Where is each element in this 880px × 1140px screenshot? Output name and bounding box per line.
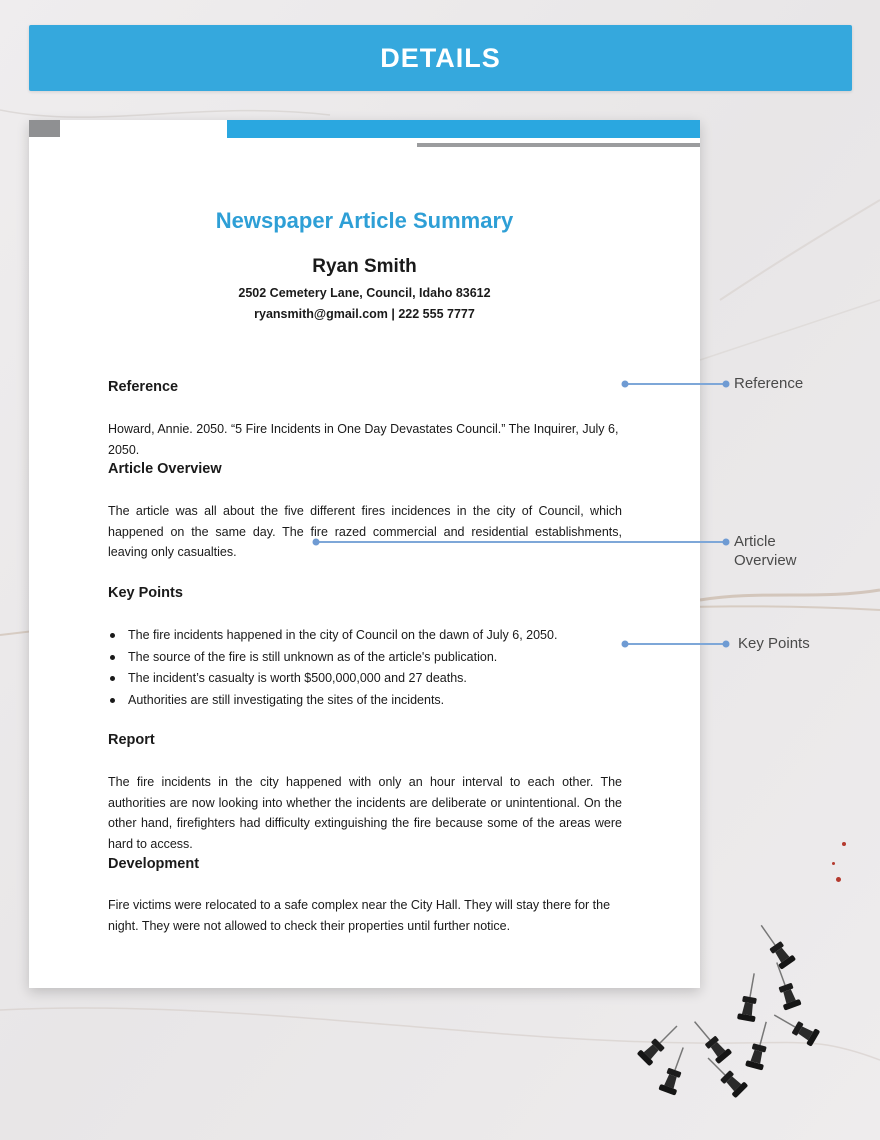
- overview-heading: Article Overview: [108, 461, 222, 477]
- list-item: The incident’s casualty is worth $500,000,000 and 27 deaths.: [108, 668, 622, 690]
- report-text: The fire incidents in the city happened with only an hour interval to each other. The authorities are now looking into whether the incidents are deliberate or unintentional. On the other hand, firefighters had difficulty extinguishing the fire because some of the areas were hard to access.: [108, 775, 622, 851]
- author-contact: ryansmith@gmail.com | 222 555 7777: [254, 307, 475, 321]
- reference-text: Howard, Annie. 2050. “5 Fire Incidents in One Day Devastates Council.” The Inquirer, July 6, 2050.: [108, 422, 619, 457]
- callout-label-key-points: Key Points: [738, 635, 810, 652]
- decor-speck: [836, 877, 841, 882]
- list-item: The source of the fire is still unknown as of the article's publication.: [108, 647, 622, 669]
- decor-speck: [832, 862, 835, 865]
- overview-text: The article was all about the five different fires incidences in the city of Council, which happened on the same day. The fire razed commercial and residential establishments, leaving only casualties.: [108, 504, 622, 559]
- push-pins-icon: [630, 915, 830, 1115]
- list-item: The fire incidents happened in the city of Council on the dawn of July 6, 2050.: [108, 625, 622, 647]
- key-points-heading: Key Points: [108, 585, 183, 601]
- document-title: Newspaper Article Summary: [215, 208, 514, 233]
- author-name: Ryan Smith: [312, 256, 417, 277]
- reference-heading: Reference: [108, 379, 179, 395]
- banner-title: DETAILS: [380, 42, 501, 73]
- list-item: Authorities are still investigating the sites of the incidents.: [108, 690, 622, 712]
- development-text: Fire victims were relocated to a safe complex near the City Hall. They will stay there for the night. They were not allowed to check their properties until further notice.: [108, 898, 611, 933]
- development-heading: Development: [108, 856, 200, 872]
- callout-label-reference: Reference: [734, 375, 804, 392]
- decor-speck: [842, 842, 846, 846]
- callout-label-overview: Article Overview: [734, 533, 797, 569]
- author-address: 2502 Cemetery Lane, Council, Idaho 83612: [238, 286, 491, 300]
- report-heading: Report: [108, 732, 155, 748]
